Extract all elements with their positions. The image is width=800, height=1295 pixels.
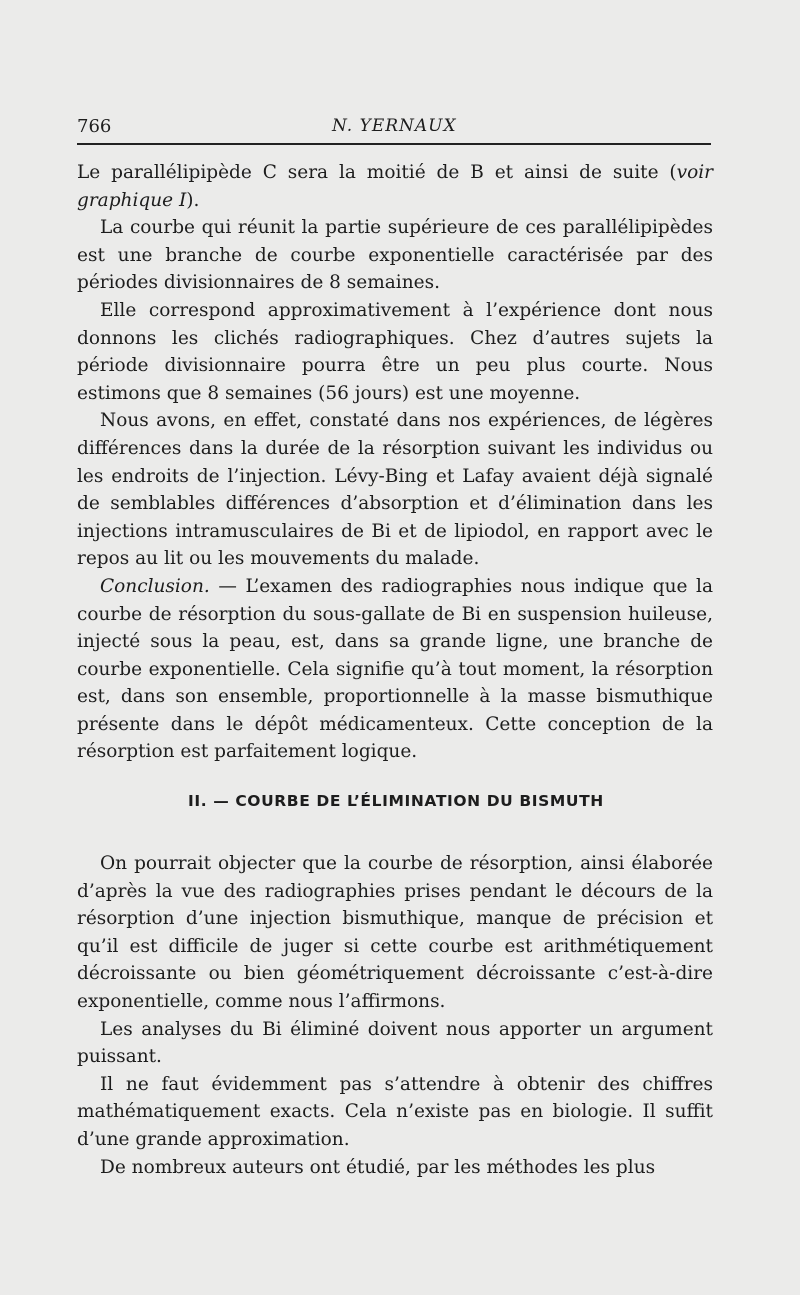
paragraph: Le parallélipipède C sera la moitié de B et ainsi de suite (voir graphique I).: [77, 162, 713, 211]
paragraph: Elle correspond approximativement à l’expérience dont nous donnons les clichés radiographiques. Chez d’autres sujets la période divisionnaire pourra être un peu plus courte. Nous estimons que 8 semaines (56 jours) est une moyenne.: [77, 299, 713, 404]
section-heading: II. — COURBE DE L’ÉLIMINATION DU BISMUTH: [188, 792, 604, 810]
paragraph: Nous avons, en effet, constaté dans nos expériences, de légères différences dans la durée de la résorption suivant les individus ou les endroits de l’injection. Lévy-Bing et Lafay avaient déjà signalé de semblables différences d’absorption et d’élimination dans les injections intramusculaires de Bi et de lipiodol, en rapport avec le repos au lit ou les mouvements du malade.: [77, 410, 713, 570]
paragraph: De nombreux auteurs ont étudié, par les méthodes les plus: [100, 1156, 656, 1178]
paragraph: Les analyses du Bi éliminé doivent nous apporter un argument puissant.: [77, 1018, 713, 1068]
text-block-upper: [77, 159, 713, 766]
page-number: 766: [77, 116, 112, 137]
paragraph: On pourrait objecter que la courbe de résorption, ainsi élaborée d’après la vue des radiographies prises pendant le décours de la résorption d’une injection bismuthique, manque de précision et qu’il est difficile de juger si cette courbe est arithmétiquement décroissante ou bien géométriquement décroissante c’est-à-dire exponentielle, comme nous l’affirmons.: [77, 853, 713, 1012]
paragraph: Conclusion. — L’examen des radiographies nous indique que la courbe de résorption du sous-gallate de Bi en suspension huileuse, injecté sous la peau, est, dans sa grande ligne, une branche de courbe exponentielle. Cela signifie qu’à tout moment, la résorption est, dans son ensemble, proportionnelle à la masse bismuthique présente dans le dépôt médicamenteux. Cette conception de la résorption est parfaitement logique.: [77, 575, 713, 763]
text-block-lower: [77, 850, 713, 1181]
header-rule: [77, 143, 711, 145]
running-title: N. YERNAUX: [332, 116, 457, 136]
paragraph: La courbe qui réunit la partie supérieure de ces parallélipipèdes est une branche de courbe exponentielle caractérisée par des périodes divisionnaires de 8 semaines.: [77, 217, 713, 294]
paragraph: Il ne faut évidemment pas s’attendre à obtenir des chiffres mathématiquement exacts. Cela n’existe pas en biologie. Il suffit d’une grande approximation.: [77, 1073, 713, 1150]
